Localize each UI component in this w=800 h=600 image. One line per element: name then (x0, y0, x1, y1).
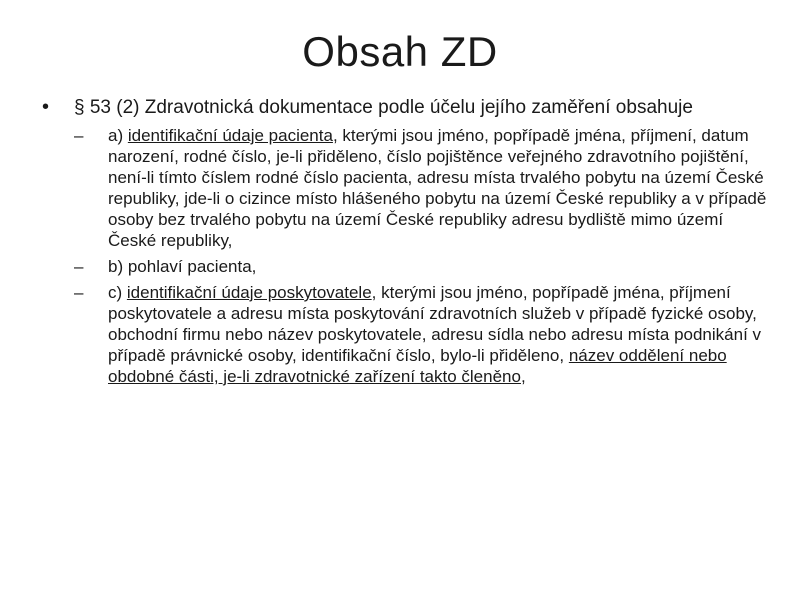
sub-item-b (30, 256, 770, 277)
dash-marker: – (74, 283, 84, 302)
dash-marker: – (74, 257, 84, 276)
sub-item-c-suffix: , (520, 367, 526, 386)
slide-title: Obsah ZD (302, 28, 498, 75)
sub-item-b-text: b) pohlaví pacienta, (108, 257, 257, 276)
sub-item-a-text: , kterými jsou jméno, popřípadě jména, příjmení, datum narození, rodné číslo, je-li přiděleno, číslo pojištěnce veřejného zdravotního pojištění, není-li tímto číslem rodné číslo pacienta, adresu místa trvalého pobytu na území České republiky, jde-li o cizince místo hlášeného pobytu na území České republiky a v případě osoby bez trvalého pobytu na území České republiky adresu bydliště mimo území České republiky, (108, 126, 767, 250)
sub-item-c-underlined-2: název oddělení nebo obdobné části, je-li zdravotnické zařízení takto členěno (108, 346, 727, 386)
sub-item-a-underlined: identifikační údaje pacienta (127, 126, 333, 145)
bullet-marker: • (42, 96, 50, 118)
sub-item-c (30, 282, 770, 387)
sub-item-c-text: , kterými jsou jméno, popřípadě jména, příjmení poskytovatele a adresu místa poskytování zdravotních služeb v případě fyzické osoby, obchodní firmu nebo název poskytovatele, adresu sídla nebo adresu místa podnikání v případě právnické osoby, identifikační číslo, bylo-li přiděleno, (108, 283, 762, 365)
sub-item-c-prefix: c) (108, 283, 127, 302)
sub-list (30, 125, 770, 387)
sub-item-c-underlined: identifikační údaje poskytovatele (126, 283, 372, 302)
sub-item-a-prefix: a) (108, 126, 128, 145)
dash-marker: – (74, 126, 84, 145)
bullet-item (30, 96, 770, 119)
slide-content (30, 96, 770, 392)
bullet-text: § 53 (2) Zdravotnická dokumentace podle účelu jejího zaměření obsahuje (74, 97, 693, 118)
sub-item-a (30, 125, 770, 251)
